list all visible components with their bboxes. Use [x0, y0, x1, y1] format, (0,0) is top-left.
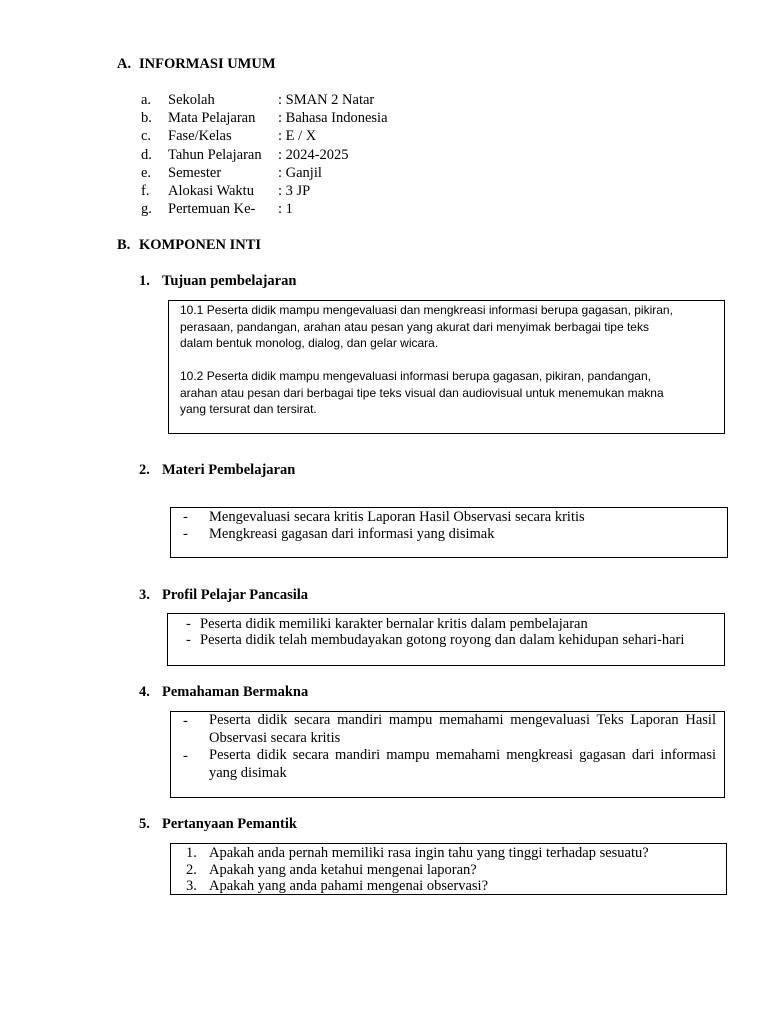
info-value: : 3 JP [278, 183, 311, 199]
info-marker: c. [141, 128, 152, 144]
tujuan-line: 10.1 Peserta didik mampu mengevaluasi dan mengkreasi informasi berupa gagasan, pikiran, [180, 303, 673, 317]
info-value: : Ganjil [278, 165, 322, 181]
info-value: : 1 [278, 201, 293, 217]
info-marker: b. [141, 110, 152, 126]
pemahaman-item: Peserta didik secara mandiri mampu memahami mengkreasi gagasan dari informasi yang disimak [209, 747, 716, 781]
pemantik-box [170, 843, 727, 895]
info-marker: f. [141, 183, 150, 199]
info-value: : Bahasa Indonesia [278, 110, 388, 126]
section-a-title: INFORMASI UMUM [139, 56, 276, 72]
tujuan-line: perasaan, pandangan, arahan atau pesan yang akurat dari menyimak berbagai tipe teks [180, 319, 649, 334]
info-label: Pertemuan Ke- [168, 201, 256, 217]
list-bullet: - [183, 713, 188, 729]
section-b-title: KOMPONEN INTI [139, 237, 262, 253]
materi-item: Mengkreasi gagasan dari informasi yang disimak [209, 526, 495, 542]
section-b-letter: B. [117, 237, 131, 253]
sub1-number: 1. [139, 273, 150, 289]
tujuan-box [168, 300, 725, 434]
sub4-title: Pemahaman Bermakna [162, 684, 309, 700]
tujuan-line: dalam bentuk monolog, dialog, dan gelar wicara. [180, 336, 439, 350]
sub3-title: Profil Pelajar Pancasila [162, 587, 309, 603]
info-marker: d. [141, 147, 152, 163]
tujuan-paragraph-2 [180, 368, 716, 418]
tujuan-paragraph-1 [180, 302, 716, 352]
profil-item: Peserta didik memiliki karakter bernalar kritis dalam pembelajaran [200, 616, 588, 632]
info-label: Fase/Kelas [168, 128, 232, 144]
info-marker: a. [141, 92, 152, 108]
list-number: 2. [186, 862, 197, 878]
info-label: Alokasi Waktu [168, 183, 254, 199]
tujuan-line: 10.2 Peserta didik mampu mengevaluasi informasi berupa gagasan, pikiran, pandangan, [180, 369, 651, 383]
info-value: : 2024-2025 [278, 147, 349, 163]
tujuan-line: yang tersurat dan tersirat. [180, 402, 317, 416]
profil-box [167, 613, 725, 666]
info-marker: g. [141, 201, 152, 217]
sub2-title: Materi Pembelajaran [162, 462, 296, 478]
profil-item: Peserta didik telah membudayakan gotong royong dan dalam kehidupan sehari-hari [200, 632, 685, 648]
pemahaman-box [170, 711, 725, 798]
sub3-number: 3. [139, 587, 150, 603]
pemahaman-item: Peserta didik secara mandiri mampu memahami mengevaluasi Teks Laporan Hasil Observasi secara kritis [209, 712, 716, 746]
info-label: Semester [168, 165, 222, 181]
list-bullet: - [186, 616, 191, 632]
tujuan-line: arahan atau pesan dari berbagai tipe teks visual dan audiovisual untuk menemukan makna [180, 385, 664, 400]
info-value: : SMAN 2 Natar [278, 92, 375, 108]
list-number: 1. [186, 845, 197, 861]
list-bullet: - [183, 509, 188, 525]
list-bullet: - [183, 526, 188, 542]
sub4-number: 4. [139, 684, 150, 700]
info-label: Tahun Pelajaran [168, 147, 262, 163]
list-bullet: - [183, 748, 188, 764]
info-marker: e. [141, 165, 152, 181]
info-value: : E / X [278, 128, 317, 144]
materi-box [170, 507, 728, 558]
info-label: Sekolah [168, 92, 215, 108]
sub5-title: Pertanyaan Pemantik [162, 816, 297, 832]
pemantik-item: Apakah yang anda ketahui mengenai laporan? [209, 862, 477, 878]
section-a-letter: A. [117, 56, 132, 72]
pemantik-item: Apakah anda pernah memiliki rasa ingin tahu yang tinggi terhadap sesuatu? [209, 845, 649, 861]
sub1-title: Tujuan pembelajaran [162, 273, 297, 289]
list-number: 3. [186, 878, 197, 894]
pemantik-item: Apakah yang anda pahami mengenai observasi? [209, 878, 489, 894]
sub2-number: 2. [139, 462, 150, 478]
info-label: Mata Pelajaran [168, 110, 256, 126]
materi-item: Mengevaluasi secara kritis Laporan Hasil Observasi secara kritis [209, 509, 585, 525]
sub5-number: 5. [139, 816, 150, 832]
list-bullet: - [186, 632, 191, 648]
